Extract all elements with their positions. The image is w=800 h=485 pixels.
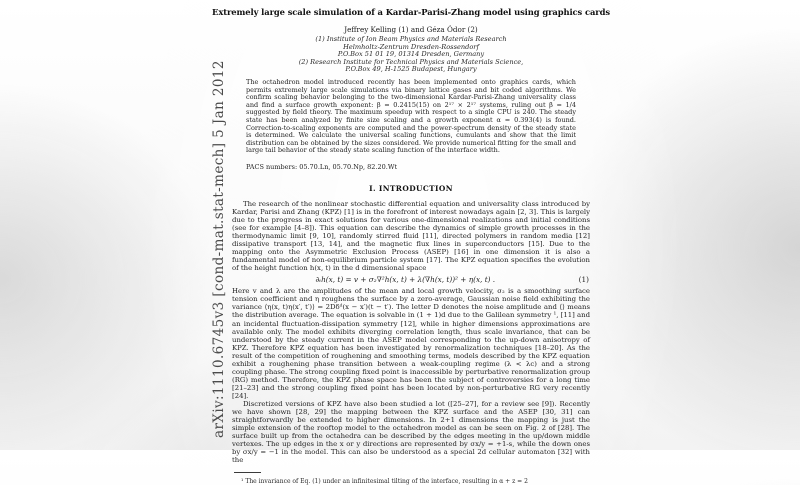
intro-paragraph-1: The research of the nonlinear stochastic differential equation and universality class introduced by Kardar, Parisi and Zhang (KPZ) [1] is in the forefront of interest nowadays again [2, 3]. This is largely due to the progress in exact solutions for various one-dimensional realizations and initial conditions (see for example [4–8]). This equation can describe the dynamics of simple growth processes in the thermodynamic limit [9, 10], randomly stirred fluid [11], directed polymers in random media [12] dissipative transport [13, 14], and the magnetic flux lines in superconductors [15]. Due to the mapping onto the Asymmetric Exclusion Process (ASEP) [16] in one dimension it is also a fundamental model of non-equilibrium particle system [17]. The KPZ equation specifies the evolution of the height function h(x, t) in the d dimensional space [232, 199, 590, 273]
affiliation-line: P.O.Box 51 01 19, 01314 Dresden, Germany [337, 50, 485, 59]
footnote-rule [234, 472, 261, 473]
equation-1-row [232, 275, 590, 284]
affiliation-line: (1) Institute of Ion Beam Physics and Materials Research [315, 35, 507, 43]
affiliation-line: (2) Research Institute for Technical Physics and Materials Science, [298, 57, 524, 66]
pacs-line: PACS numbers: 05.70.Ln, 05.70.Np, 82.20.Wt [246, 162, 398, 171]
affiliations-block [232, 36, 590, 74]
equation-number: (1) [578, 275, 589, 285]
section-heading-introduction: I. INTRODUCTION [369, 183, 453, 193]
title-row [212, 7, 610, 17]
authors-line: Jeffrey Kelling (1) and Géza Ódor (2) [344, 25, 478, 34]
affiliation-line: Helmholtz-Zentrum Dresden-Rossendorf [343, 42, 479, 51]
paper-title: Extremely large scale simulation of a Kardar-Parisi-Zhang model using graphics cards [212, 7, 610, 17]
intro-paragraph-3: Discretized versions of KPZ have also been studied a lot ([25–27], for a review see [9]). Recently we have shown [28, 29] the mapping between the KPZ surface and the ASEP [30, 31] can straightforwardly be extended to higher dimensions. In 2+1 dimensions the mapping is just the simple extension of the rooftop model to the octahedron model as can be seen on Fig. 2 of [28]. The surface built up from the octahedra can be described by the edges meeting in the up/down middle vertexes. The up edges in the x or y directions are represented by σx/y = +1-s, while the down ones by σx/y = −1 in the model. This can also be understood as a special 2d cellular automaton [32] with the [232, 399, 590, 465]
footnote-text: ¹ The invariance of Eq. (1) under an infinitesimal tilting of the interface, resulting in α + z = 2 [241, 478, 528, 485]
kpz-equation: ∂ₜh(x, t) = v + σ₂∇²h(x, t) + λ(∇h(x, t))² + η(x, t) . [315, 275, 496, 285]
affiliation-line: P.O.Box 49, H-1525 Budapest, Hungary [345, 65, 477, 74]
arxiv-watermark-text: arXiv:1110.6745v3 [cond-mat.stat-mech] 5 Jan 2012 [211, 60, 227, 438]
abstract-text: The octahedron model introduced recently has been implemented onto graphics cards, which permits extremely large scale simulations via binary lattice gases and bit coded algorithms. We confirm scaling behavior belonging to the two-dimensional Kardar-Parisi-Zhang universality class and find a surface growth exponent: β = 0.2415(15) on 2¹⁷ × 2¹⁷ systems, ruling out β = 1/4 suggested by field theory. The maximum speedup with respect to a single CPU is 240. The steady state has been analyzed by finite size scaling and a growth exponent α = 0.393(4) is found. Correction-to-scaling exponents are computed and the power-spectrum density of the steady state is determined. We calculate the universal scaling functions, cumulants and show that the limit distribution can be obtained by the sizes considered. We provide numerical fitting for the small and large tail behavior of the steady state scaling function of the interface width. [246, 77, 576, 155]
arxiv-watermark [211, 60, 229, 438]
intro-paragraph-2: Here v and λ are the amplitudes of the mean and local growth velocity, σ₂ is a smoothing surface tension coefficient and η roughens the surface by a zero-average, Gaussian noise field exhibiting the variance ⟨η(x, t)η(x′, t′)⟩ = 2Dδᵈ(x − x′)(t − t′). The letter D denotes the noise amplitude and ⟨⟩ means the distribution average. The equation is solvable in (1 + 1)d due to the Galilean symmetry ¹, [11] and an incidental fluctuation-dissipation symmetry [12], while in higher dimensions approximations are available only. The model exhibits diverging correlation length, thus scale invariance, that can be understood by the steady current in the ASEP model corresponding to the up-down anisotropy of KPZ. Therefore KPZ equation has been investigated by renormalization techniques [18–20]. As the result of the competition of roughening and smoothing terms, models described by the KPZ equation exhibit a roughening phase transition between a weak-coupling regime (λ < λc) and a strong coupling phase. The strong coupling fixed point is inaccessible by perturbative renormalization group (RG) method. Therefore, the KPZ phase space has been the subject of controversies for a long time [21–23] and the strong coupling fixed point has been located by non-perturbative RG very recently [24]. [232, 287, 590, 400]
